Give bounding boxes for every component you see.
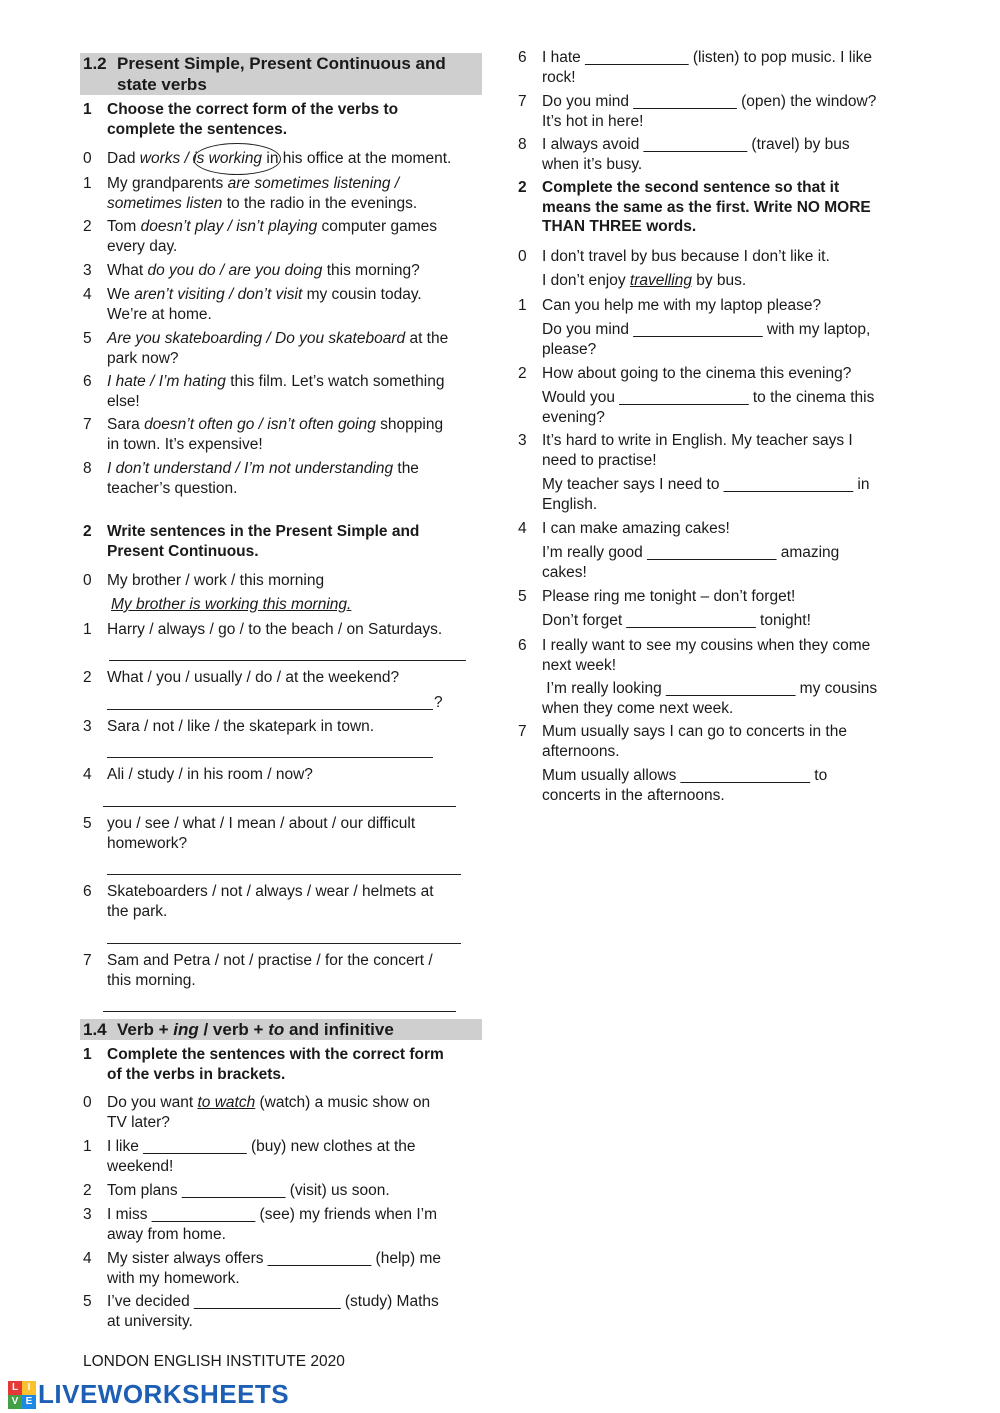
blank[interactable]: _________________ xyxy=(194,1293,341,1310)
section-title: Present Simple, Present Continuous and state verbs xyxy=(117,54,446,94)
answer-input-line[interactable] xyxy=(103,806,456,807)
answer-input-line[interactable] xyxy=(107,757,433,758)
answer-input-line[interactable] xyxy=(107,709,433,710)
answer-input-line[interactable] xyxy=(103,1011,456,1012)
answer-sentence[interactable]: Would you _______________ to the cinema this evening? xyxy=(542,389,875,426)
example-answer: My brother is working this morning. xyxy=(111,596,352,613)
answer-sentence[interactable]: My teacher says I need to _______________ in English. xyxy=(542,476,870,513)
blank[interactable]: ____________ xyxy=(633,93,737,110)
answer-sentence[interactable]: Do you mind _______________ with my laptop, please? xyxy=(542,321,871,358)
section-number: 1.2 xyxy=(83,54,107,73)
answer-input-line[interactable] xyxy=(107,943,461,944)
answer-input-line[interactable] xyxy=(107,874,461,875)
answer-sentence[interactable]: Mum usually allows _______________ to concerts in the afternoons. xyxy=(542,767,828,804)
logo-wordmark: LIVEWORKSHEETS xyxy=(38,1379,290,1410)
question-mark: ? xyxy=(434,694,443,711)
liveworksheets-logo[interactable] xyxy=(8,1381,289,1409)
section-title: Verb + ing / verb + to and infinitive xyxy=(117,1020,394,1039)
footer-text: LONDON ENGLISH INSTITUTE 2020 xyxy=(83,1353,345,1370)
section-header-1-4 xyxy=(80,1019,482,1040)
blank[interactable]: ____________ xyxy=(643,136,748,153)
blank[interactable]: ____________ xyxy=(151,1206,256,1223)
answer-input-line[interactable] xyxy=(109,660,466,661)
answer-sentence[interactable]: I’m really looking _______________ my cousins when they come next week. xyxy=(542,680,878,717)
answer-sentence[interactable]: Don’t forget _______________ tonight! xyxy=(542,612,811,629)
blank[interactable]: ____________ xyxy=(143,1138,247,1155)
verb-choice[interactable]: works / is working xyxy=(139,150,263,167)
blank[interactable]: ____________ xyxy=(585,49,689,66)
blank[interactable]: ____________ xyxy=(181,1182,286,1199)
section-number: 1.4 xyxy=(83,1020,107,1039)
section-header-1-2 xyxy=(80,53,482,95)
example-answer: I don’t enjoy travelling by bus. xyxy=(542,272,747,289)
answer-sentence[interactable]: I’m really good _______________ amazing cakes! xyxy=(542,544,840,581)
answer-circle-mark xyxy=(193,143,281,175)
logo-mark-icon: L I V E xyxy=(8,1381,36,1409)
blank[interactable]: ____________ xyxy=(267,1250,372,1267)
